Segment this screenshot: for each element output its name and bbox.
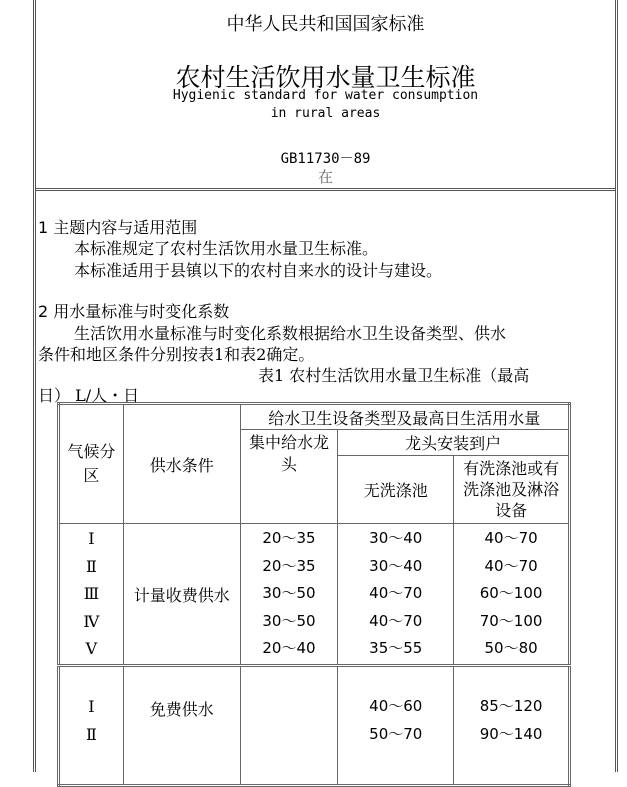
value-cell: 30～50 [262, 611, 316, 630]
value-cell: 70～100 [479, 611, 543, 630]
section2-heading: 2 用水量标准与时变化系数 [38, 302, 230, 321]
value-cell: 20～35 [262, 556, 316, 575]
table-caption-line2: 日） L/人・日 [38, 386, 140, 405]
section1-paragraph1: 本标准规定了农村生活饮用水量卫生标准。 [74, 239, 379, 258]
value-cell: 90～140 [479, 724, 543, 743]
english-title-line2: in rural areas [270, 106, 381, 121]
zone-label: Ⅱ [85, 556, 97, 576]
header-no-basin: 无洗涤池 [338, 456, 454, 524]
metered-no-basin-values [338, 524, 454, 666]
value-cell: 40～70 [484, 529, 538, 548]
value-cell: 60～100 [479, 584, 543, 603]
metered-zones-cell [59, 524, 124, 666]
free-no-basin-values [338, 666, 454, 786]
metered-supply-label: 计量收费供水 [123, 524, 240, 666]
header-tap-to-household: 龙头安装到户 [338, 430, 570, 456]
section1-paragraph2: 本标准适用于县镇以下的农村自来水的设计与建设。 [74, 261, 443, 280]
section2-paragraph-line2: 条件和地区条件分别按表1和表2确定。 [38, 345, 315, 364]
document-title: 农村生活饮用水量卫生标准 [175, 63, 476, 92]
header-equipment-group: 给水卫生设备类型及最高日生活用水量 [240, 404, 569, 430]
section2-paragraph-line1: 生活饮用水量标准与时变化系数根据给水卫生设备类型、供水 [74, 324, 507, 343]
header-supply-condition: 供水条件 [123, 404, 240, 524]
free-central-values [240, 666, 338, 786]
value-cell: 40～70 [369, 611, 423, 630]
zone-label: Ⅳ [83, 611, 100, 631]
value-cell: 20～35 [262, 529, 316, 548]
header-central-tap: 集中给水龙头 [240, 430, 338, 524]
metered-central-values [240, 524, 338, 666]
value-cell: 20～40 [262, 639, 316, 658]
section1-heading: 1 主题内容与适用范围 [38, 218, 198, 237]
value-cell: 40～60 [369, 697, 423, 715]
header-with-basin: 有洗涤池或有洗涤池及淋浴设备 [454, 456, 570, 524]
value-cell: 40～70 [369, 584, 423, 603]
zone-label: Ⅱ [85, 724, 97, 744]
header-climate-zone: 气候分区 [59, 404, 124, 524]
value-cell: 35～55 [369, 639, 423, 658]
zone-label: Ⅲ [83, 584, 100, 604]
national-standard-label: 中华人民共和国国家标准 [226, 14, 425, 35]
value-cell: 50～70 [369, 724, 423, 743]
free-supply-label: 免费供水 [123, 666, 240, 786]
value-cell: 30～40 [369, 529, 423, 548]
english-title-line1: Hygienic standard for water consumption [172, 88, 479, 103]
document-header [36, 0, 615, 191]
zone-label: Ⅰ [88, 529, 95, 549]
value-cell: 85～120 [479, 697, 543, 715]
zone-label: Ⅴ [85, 639, 98, 659]
water-standard-table [57, 402, 571, 787]
document-page [33, 0, 618, 772]
metered-with-basin-values [454, 524, 570, 666]
value-cell: 50～80 [484, 639, 538, 658]
value-cell: 30～40 [369, 556, 423, 575]
free-zones-cell [59, 666, 124, 786]
header-note: 在 [317, 168, 333, 186]
value-cell: 30～50 [262, 584, 316, 603]
table-caption-line1: 表1 农村生活饮用水量卫生标准（最高 [258, 366, 530, 385]
standard-code: GB11730－89 [280, 151, 371, 167]
value-cell: 40～70 [484, 556, 538, 575]
zone-label: Ⅰ [88, 697, 95, 716]
free-with-basin-values [454, 666, 570, 786]
